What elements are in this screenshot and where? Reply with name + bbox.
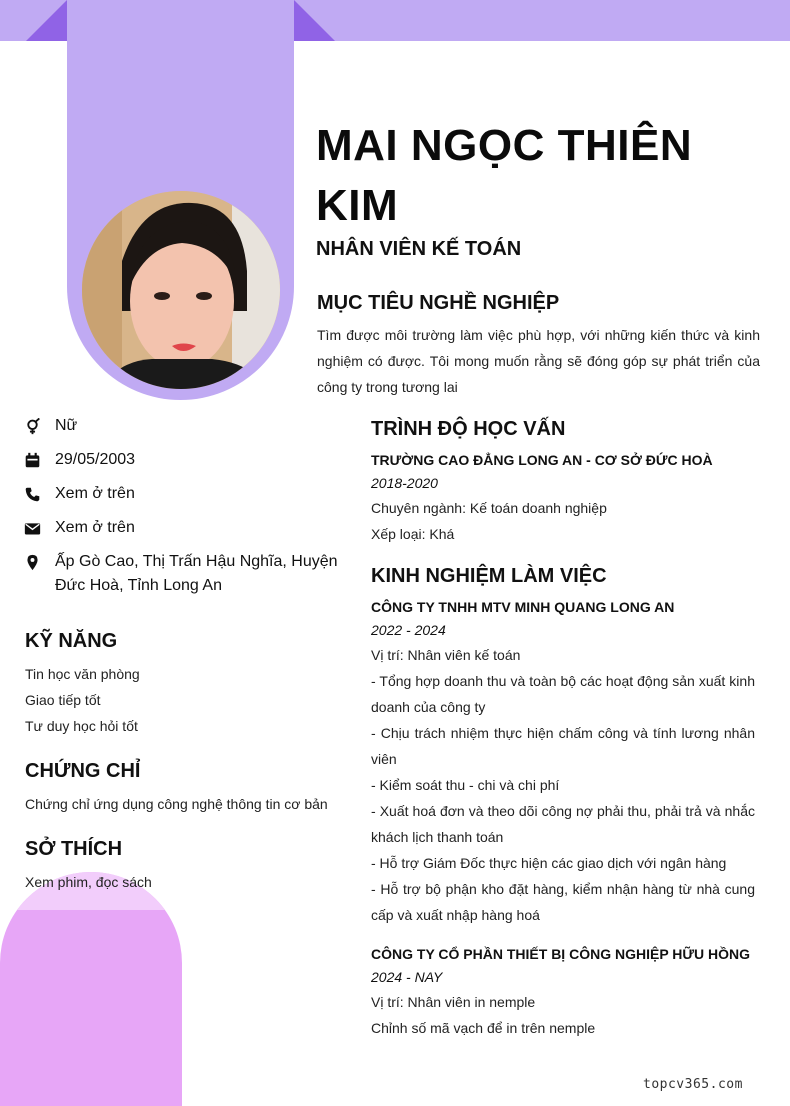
job-line: Vị trí: Nhân viên kế toán [371, 647, 521, 663]
skill-item: Giao tiếp tốt [25, 692, 101, 708]
skills-title: KỸ NĂNG [25, 630, 118, 652]
calendar-icon [24, 448, 55, 472]
birthday-value: 29/05/2003 [55, 451, 136, 468]
job-title: NHÂN VIÊN KẾ TOÁN [316, 238, 522, 260]
bottom-decor-shape [0, 872, 182, 1106]
job-line: - Tổng hợp doanh thu và toàn bộ các hoạt động sản xuất kinh doanh của công ty [371, 673, 755, 715]
contact-list [24, 414, 344, 608]
phone-icon [24, 482, 55, 506]
full-name: MAI NGỌC THIÊN KIM [316, 121, 693, 230]
contact-address [24, 550, 344, 598]
footer-site: topcv365.com [643, 1077, 743, 1092]
job-line: - Hỗ trợ Giám Đốc thực hiện các giao dịch với ngân hàng [371, 855, 727, 871]
job-line: Vị trí: Nhân viên in nemple [371, 994, 536, 1010]
job-period: 2022 - 2024 [371, 622, 446, 638]
certificates-list [25, 791, 328, 817]
experience-job-2 [371, 943, 755, 1041]
job-line: - Hỗ trợ bộ phận kho đặt hàng, kiểm nhận hàng từ nhà cung cấp và xuất nhập hàng hoá [371, 881, 755, 923]
ribbon-fold-left [26, 0, 67, 41]
education-title: TRÌNH ĐỘ HỌC VẤN [371, 418, 566, 440]
experience-job-1 [371, 596, 755, 928]
hobbies-text: Xem phim, đọc sách [25, 874, 152, 890]
company-name: CÔNG TY CỔ PHẦN THIẾT BỊ CÔNG NGHIỆP HỮU HỒNG [371, 946, 751, 962]
skill-item: Tư duy học hỏi tốt [25, 718, 138, 734]
contact-phone [24, 482, 344, 506]
company-name: CÔNG TY TNHH MTV MINH QUANG LONG AN [371, 599, 675, 615]
education-period: 2018-2020 [371, 475, 438, 491]
address-value: Ấp Gò Cao, Thị Trấn Hậu Nghĩa, Huyện Đức Hoà, Tỉnh Long An [55, 553, 338, 594]
email-value: Xem ở trên [55, 519, 135, 536]
avatar [82, 191, 280, 389]
location-pin-icon [24, 550, 55, 574]
contact-email [24, 516, 344, 540]
certificates-title: CHỨNG CHỈ [25, 760, 141, 782]
email-icon [24, 516, 55, 540]
contact-gender [24, 414, 344, 438]
objective-text: Tìm được môi trường làm việc phù hợp, với những kiến thức và kinh nghiệm có được. Tôi mong muốn rằng sẽ đóng góp sự phát triển của công ty trong tương lai [317, 327, 760, 395]
contact-birthday [24, 448, 344, 472]
objective-title: MỤC TIÊU NGHỀ NGHIỆP [317, 292, 560, 314]
education-block [371, 449, 755, 547]
education-grade: Xếp loại: Khá [371, 526, 455, 542]
job-line: Chỉnh số mã vạch để in trên nemple [371, 1020, 596, 1036]
phone-value: Xem ở trên [55, 485, 135, 502]
job-period: 2024 - NAY [371, 969, 443, 985]
gender-value: Nữ [55, 417, 78, 434]
job-line: - Xuất hoá đơn và theo dõi công nợ phải thu, phải trả và nhắc khách lịch thanh toán [371, 803, 755, 845]
skill-item: Tin học văn phòng [25, 666, 140, 682]
gender-icon [24, 414, 55, 438]
certificate-item: Chứng chỉ ứng dụng công nghệ thông tin cơ bản [25, 796, 328, 812]
education-major: Chuyên ngành: Kế toán doanh nghiệp [371, 500, 607, 516]
job-line: - Kiểm soát thu - chi và chi phí [371, 777, 560, 793]
hobbies-title: SỞ THÍCH [25, 838, 123, 860]
ribbon-fold-right [294, 0, 335, 41]
experience-title: KINH NGHIỆM LÀM VIỆC [371, 565, 607, 587]
school-name: TRƯỜNG CAO ĐẲNG LONG AN - CƠ SỞ ĐỨC HOÀ [371, 452, 713, 468]
skills-list [25, 661, 140, 739]
job-line: - Chịu trách nhiệm thực hiện chấm công và tính lương nhân viên [371, 725, 755, 767]
